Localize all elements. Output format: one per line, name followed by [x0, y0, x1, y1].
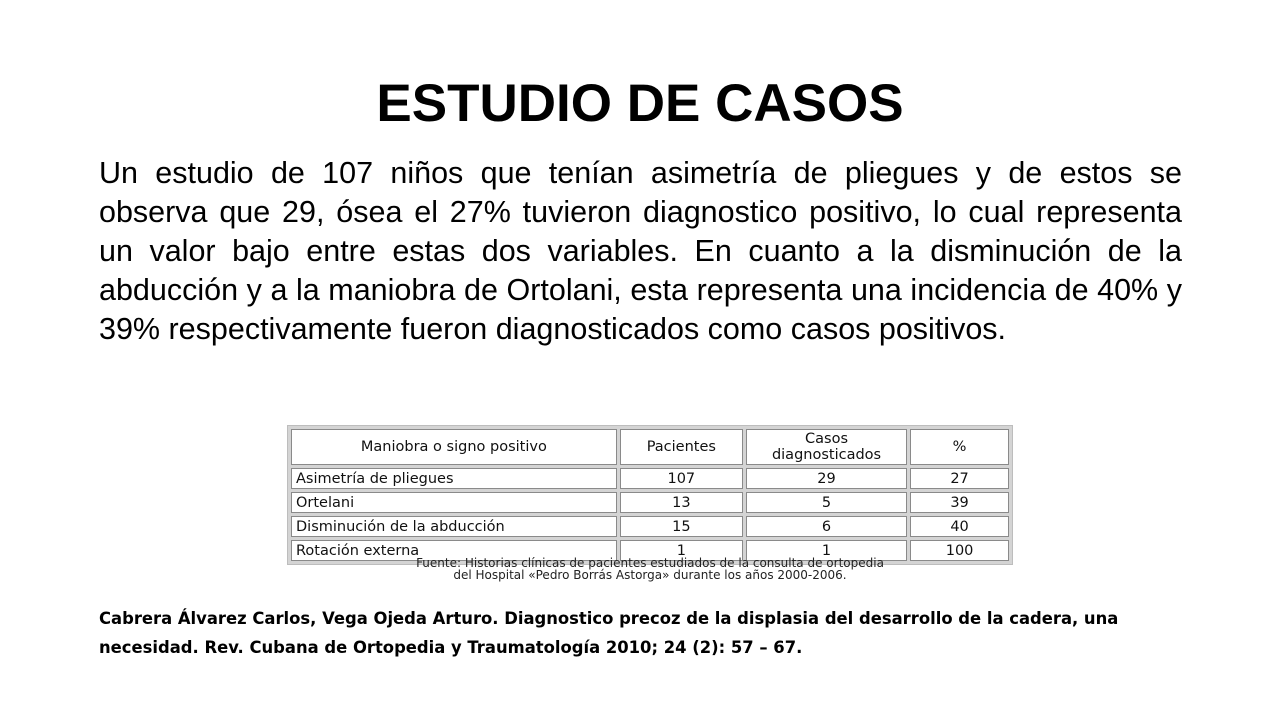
cases-table-container — [287, 425, 1013, 565]
body-paragraph: Un estudio de 107 niños que tenían asimetría de pliegues y de estos se observa que 29, ósea el 27% tuvieron diagnostico positivo, lo cual representa un valor bajo entre estas dos variables. En cuanto a la disminución de la abducción y a la maniobra de Ortolani, esta representa una incidencia de 40% y 39% respectivamente fueron diagnosticados como casos positivos. — [99, 156, 1182, 346]
table-cell: 107 — [620, 468, 743, 489]
slide-title: ESTUDIO DE CASOS — [376, 74, 904, 133]
table-row — [291, 492, 1009, 513]
cases-table — [287, 425, 1013, 565]
citation-line: necesidad. Rev. Cubana de Ortopedia y Traumatología 2010; 24 (2): 57 – 67. — [99, 638, 803, 657]
header-cell-percent: % — [910, 429, 1009, 465]
table-row — [291, 516, 1009, 537]
table-cell: 27 — [910, 468, 1009, 489]
header-cell-patients: Pacientes — [620, 429, 743, 465]
citation — [99, 604, 1199, 662]
source-line: del Hospital «Pedro Borrás Astorga» durante los años 2000-2006. — [453, 568, 847, 582]
table-cell: 100 — [910, 540, 1009, 561]
table-cell: 5 — [746, 492, 907, 513]
table-cell: 1 — [746, 540, 907, 561]
table-header-row — [291, 429, 1009, 465]
header-cell-diagnosed: Casos diagnosticados — [746, 429, 907, 465]
table-cell: Asimetría de pliegues — [291, 468, 617, 489]
table-cell: 40 — [910, 516, 1009, 537]
table-cell: Ortelani — [291, 492, 617, 513]
table-cell: 1 — [620, 540, 743, 561]
citation-line: Cabrera Álvarez Carlos, Vega Ojeda Arturo. Diagnostico precoz de la displasia del desarrollo de la cadera, una — [99, 609, 1119, 628]
table-cell: Rotación externa — [291, 540, 617, 561]
table-cell: 15 — [620, 516, 743, 537]
table-source-note — [287, 557, 1013, 581]
table-cell: 29 — [746, 468, 907, 489]
table-cell: Disminución de la abducción — [291, 516, 617, 537]
table-row — [291, 468, 1009, 489]
table-cell: 13 — [620, 492, 743, 513]
table-cell: 39 — [910, 492, 1009, 513]
source-line: Fuente: Historias clínicas de pacientes estudiados de la consulta de ortopedia — [416, 556, 884, 570]
table-cell: 6 — [746, 516, 907, 537]
header-cell-maneuver: Maniobra o signo positivo — [291, 429, 617, 465]
